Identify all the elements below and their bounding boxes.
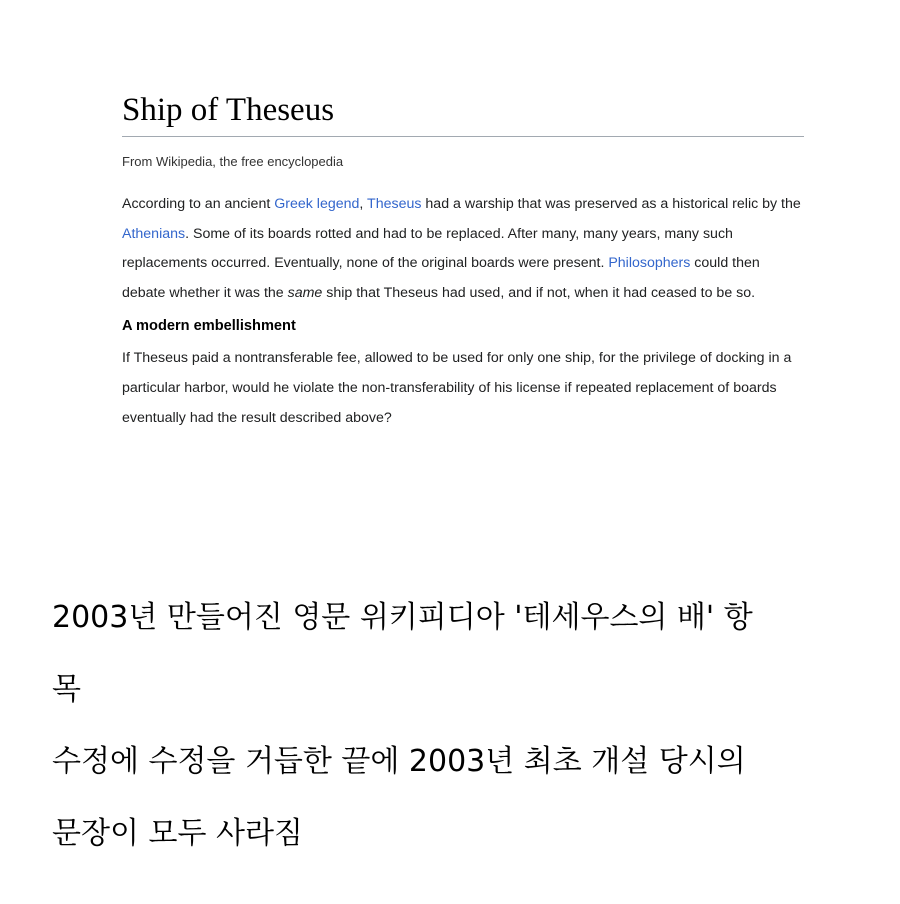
para1-text-5: could then debate whether it was the — [122, 255, 760, 301]
article-title: Ship of Theseus — [122, 88, 804, 137]
para1-text-2: , — [359, 196, 368, 212]
article-paragraph-1 — [122, 190, 806, 308]
section-heading: A modern embellishment — [122, 318, 296, 335]
korean-caption — [52, 582, 872, 870]
wikipedia-article — [122, 88, 806, 433]
para1-text-4: . Some of its boards rotted and had to be replaced. After many, many years, many such replacements occurred. Eventually, none of the original boards were present. — [122, 225, 733, 272]
link-theseus[interactable]: Theseus — [367, 196, 422, 212]
para1-emphasis-same: same — [287, 284, 323, 301]
link-greek-legend[interactable]: Greek legend — [274, 196, 360, 212]
link-philosophers[interactable]: Philosophers — [608, 255, 691, 272]
caption-line-4: 문장이 모두 사라짐 — [52, 816, 303, 851]
para1-text-6: ship that Theseus had used, and if not, when it had ceased to be so. — [322, 284, 756, 301]
caption-line-2: 목 — [52, 672, 81, 707]
caption-line-3: 수정에 수정을 거듭한 끝에 2003년 최초 개설 당시의 — [52, 744, 746, 779]
para1-text-1: According to an ancient — [122, 196, 275, 212]
article-tagline: From Wikipedia, the free encyclopedia — [122, 154, 344, 169]
article-paragraph-2: If Theseus paid a nontransferable fee, allowed to be used for only one ship, for the privilege of docking in a particular harbor, would he violate the non-transferability of his license if repeated replacement of boards eventually had the result described above? — [122, 350, 792, 426]
caption-line-1: 2003년 만들어진 영문 위키피디아 '테세우스의 배' 항 — [52, 600, 753, 635]
para1-text-3: had a warship that was preserved as a historical relic by the — [421, 196, 801, 212]
link-athenians[interactable]: Athenians — [122, 225, 186, 242]
